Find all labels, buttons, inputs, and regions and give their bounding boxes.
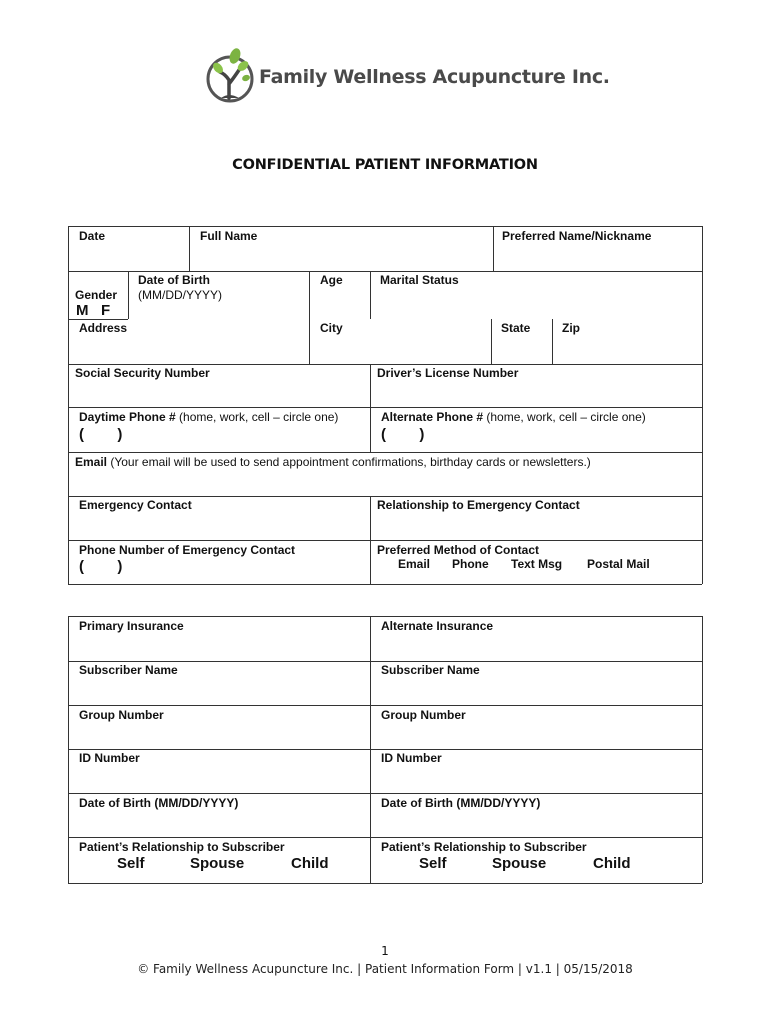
address-field-label: Address [79, 321, 128, 335]
alternate-relationship-child[interactable]: Child [593, 855, 631, 872]
primary-group-number-label: Group Number [79, 708, 164, 722]
primary-relationship-self[interactable]: Self [117, 855, 145, 872]
grid-line [702, 616, 703, 883]
contact-option-email[interactable]: Email [398, 557, 431, 571]
primary-subscriber-dob-label: Date of Birth (MM/DD/YYYY) [79, 796, 239, 810]
primary-relationship-label: Patient’s Relationship to Subscriber [79, 840, 285, 854]
page-number: 1 [381, 944, 389, 958]
grid-line [68, 226, 69, 584]
grid-line [68, 837, 702, 838]
grid-line [68, 883, 702, 884]
grid-line [68, 749, 702, 750]
email-field-label: Email (Your email will be used to send appointment confirmations, birthday cards or newsletters.) [75, 455, 591, 469]
ssn-field-label: Social Security Number [75, 366, 210, 380]
state-field-label: State [501, 321, 531, 335]
daytime-phone-area-code: ( ) [79, 426, 123, 443]
form-title: CONFIDENTIAL PATIENT INFORMATION [232, 157, 538, 173]
grid-line [68, 407, 702, 408]
primary-id-number-label: ID Number [79, 751, 140, 765]
company-name: Family Wellness Acupuncture Inc. [259, 66, 610, 88]
grid-line [491, 319, 492, 364]
grid-line [68, 616, 702, 617]
alternate-relationship-label: Patient’s Relationship to Subscriber [381, 840, 587, 854]
city-field-label: City [320, 321, 343, 335]
emergency-phone-area-code: ( ) [79, 558, 123, 575]
grid-line [68, 661, 702, 662]
grid-line [370, 271, 371, 319]
drivers-license-field-label: Driver’s License Number [377, 366, 519, 380]
preferred-contact-field-label: Preferred Method of Contact [377, 543, 540, 557]
grid-line [68, 705, 702, 706]
gender-options[interactable]: M F [76, 302, 111, 319]
grid-line [68, 496, 702, 497]
date-field-label: Date [79, 229, 106, 243]
primary-relationship-child[interactable]: Child [291, 855, 329, 872]
preferred-name-field-label: Preferred Name/Nickname [502, 229, 652, 243]
dob-field-label: Date of Birth [138, 273, 210, 287]
grid-line [493, 226, 494, 271]
contact-option-phone[interactable]: Phone [452, 557, 489, 571]
grid-line [68, 793, 702, 794]
grid-line [68, 271, 702, 272]
grid-line [309, 271, 310, 364]
primary-subscriber-name-label: Subscriber Name [79, 663, 178, 677]
marital-status-field-label: Marital Status [380, 273, 459, 287]
emergency-relationship-field-label: Relationship to Emergency Contact [377, 498, 580, 512]
alternate-relationship-spouse[interactable]: Spouse [492, 855, 547, 872]
age-field-label: Age [320, 273, 343, 287]
daytime-phone-field-label: Daytime Phone # (home, work, cell – circle one) [79, 410, 339, 424]
grid-line [68, 540, 702, 541]
primary-relationship-spouse[interactable]: Spouse [190, 855, 245, 872]
grid-line [370, 364, 371, 452]
full-name-field-label: Full Name [200, 229, 258, 243]
grid-line [68, 616, 69, 883]
emergency-contact-field-label: Emergency Contact [79, 498, 192, 512]
primary-insurance-field-label: Primary Insurance [79, 619, 184, 633]
grid-line [68, 364, 702, 365]
grid-line [68, 452, 702, 453]
alternate-phone-area-code: ( ) [381, 426, 425, 443]
company-logo [205, 48, 610, 106]
gender-field-label: Gender [75, 288, 118, 302]
grid-line [68, 584, 702, 585]
alternate-group-number-label: Group Number [381, 708, 466, 722]
contact-option-text-msg[interactable]: Text Msg [511, 557, 563, 571]
emergency-phone-field-label: Phone Number of Emergency Contact [79, 543, 296, 557]
alternate-insurance-field-label: Alternate Insurance [381, 619, 494, 633]
grid-line [370, 616, 371, 883]
alternate-phone-field-label: Alternate Phone # (home, work, cell – circle one) [381, 410, 646, 424]
alternate-id-number-label: ID Number [381, 751, 442, 765]
dob-format-label: (MM/DD/YYYY) [138, 288, 222, 302]
grid-line [702, 226, 703, 584]
tree-logo-icon [205, 48, 255, 106]
alternate-subscriber-dob-label: Date of Birth (MM/DD/YYYY) [381, 796, 541, 810]
zip-field-label: Zip [562, 321, 580, 335]
grid-line [370, 496, 371, 584]
contact-option-postal-mail[interactable]: Postal Mail [587, 557, 650, 571]
grid-line [68, 319, 128, 320]
grid-line [68, 226, 702, 227]
alternate-relationship-self[interactable]: Self [419, 855, 447, 872]
alternate-subscriber-name-label: Subscriber Name [381, 663, 480, 677]
page-footer: © Family Wellness Acupuncture Inc. | Patient Information Form | v1.1 | 05/15/2018 [137, 962, 633, 976]
grid-line [128, 271, 129, 319]
grid-line [189, 226, 190, 271]
grid-line [552, 319, 553, 364]
